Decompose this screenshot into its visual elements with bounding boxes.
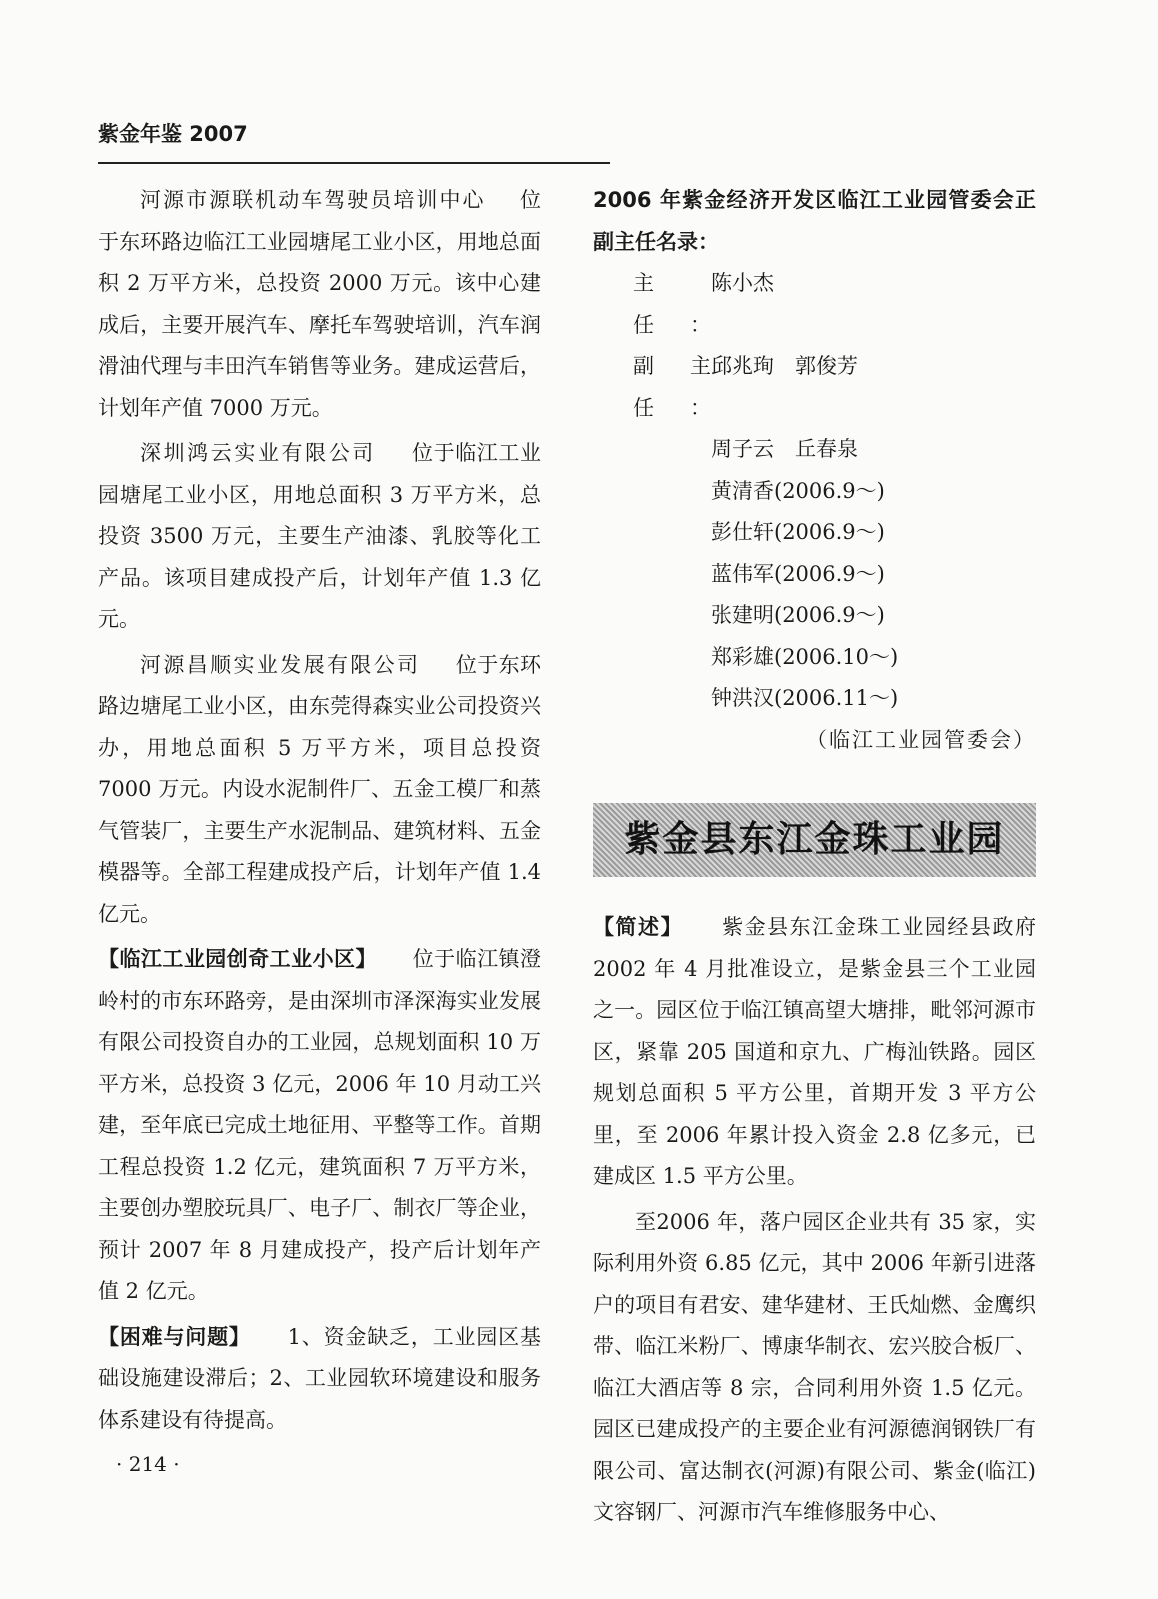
section-text: 紫金县东江金珠工业园经县政府 2002 年 4 月批准设立，是紫金县三个工业园之一。园区位于临江镇高望大塘排，毗邻河源市区，紧靠 205 国道和京九、广梅汕铁路。园区规划总面积 5 平方公里，首期开发 3 平方公里，至 2006 年累计投入资金 2.8 亿多元，已建成区 1.5 平方公里。 xyxy=(593,915,1036,1188)
roster-director xyxy=(633,263,1036,346)
entry-text: 位于东环路边临江工业园塘尾工业小区，用地总面积 2 万平方米，总投资 2000 万元。该中心建成后，主要开展汽车、摩托车驾驶培训，汽车润滑油代理与丰田汽车销售等业务。建成运营后，计划年产值 7000 万元。 xyxy=(98,188,542,420)
section-heading: 【简述】 xyxy=(593,915,684,939)
person-name: 蓝伟军(2006.9～) xyxy=(711,561,885,586)
entry-name: 深圳鸿云实业有限公司 xyxy=(140,441,376,465)
section-banner xyxy=(593,803,1036,877)
paragraph-changshun xyxy=(98,645,541,936)
right-column xyxy=(593,180,1036,1534)
person-name: 钟洪汉(2006.11～) xyxy=(711,686,899,710)
roster-title: 2006 年紫金经济开发区临江工业园管委会正副主任名录： xyxy=(593,188,1036,254)
paragraph-overview xyxy=(593,907,1036,1198)
paragraph-problems xyxy=(98,1317,541,1442)
role-label: 主 任： xyxy=(633,271,711,337)
section-heading: 【困难与问题】 xyxy=(98,1324,251,1349)
left-column xyxy=(98,180,541,1441)
person-name: 邱兆珣 郭俊芳 xyxy=(711,354,858,378)
person-name: 陈小杰 xyxy=(711,271,774,295)
section-text: 位于临江镇澄岭村的市东环路旁，是由深圳市泽深海实业发展有限公司投资自办的工业园，总规划面积 10 万平方米，总投资 3 亿元，2006 年 10 月动工兴建，至年底已完成土地征用、平整等工作。首期工程总投资 1.2 亿元，建筑面积 7 万平方米，主要创办塑胶玩具厂、电子厂、制衣厂等企业，预计 2007 年 8 月建成投产，投产后计划年产值 2 亿元。 xyxy=(98,947,542,1303)
header-title: 紫金年鉴 2007 xyxy=(98,122,248,146)
paragraph-yuanlian xyxy=(98,180,541,429)
role-label: 副主任： xyxy=(633,354,711,420)
person-name: 张建明(2006.9～) xyxy=(711,603,885,627)
person-name: 黄清香(2006.9～) xyxy=(711,478,885,503)
person-name: 周子云 丘春泉 xyxy=(711,437,858,461)
person-name: 彭仕轩(2006.9～) xyxy=(711,520,885,544)
section-text: 1、资金缺乏，工业园区基础设施建设滞后；2、工业园软环境建设和服务体系建设有待提高。 xyxy=(98,1324,541,1432)
entry-text: 位于临江工业园塘尾工业小区，用地总面积 3 万平方米，总投资 3500 万元，主要生产油漆、乳胶等化工产品。该项目建成投产后，计划年产值 1.3 亿元。 xyxy=(98,441,541,631)
entry-text: 位于东环路边塘尾工业小区，由东莞得森实业公司投资兴办，用地总面积 5 万平方米，项目总投资 7000 万元。内设水泥制件厂、五金工模厂和蒸气管装厂，主要生产水泥制品、建筑材料、五金模器等。全部工程建成投产后，计划年产值 1.4亿元。 xyxy=(98,652,541,926)
paragraph-hongyun xyxy=(98,433,541,641)
roster-deputy xyxy=(633,346,1036,429)
source-note: （临江工业园管委会） xyxy=(806,727,1036,752)
page-number: · 214 · xyxy=(116,1452,180,1476)
entry-name: 河源昌顺实业发展有限公司 xyxy=(140,652,421,677)
person-name: 郑彩雄(2006.10～) xyxy=(711,644,899,669)
paragraph-chuangqi xyxy=(98,939,541,1313)
section-title: 紫金县东江金珠工业园 xyxy=(624,819,1005,861)
section-text: 至2006 年，落户园区企业共有 35 家，实际利用外资 6.85 亿元，其中 2006 年新引进落户的项目有君安、建华建材、王氏灿燃、金鹰织带、临江米粉厂、博康华制衣、宏兴胶合板厂、临江大酒店等 8 宗，合同利用外资 1.5 亿元。园区已建成投产的主要企业有河源德润钢铁厂有限公司、富达制衣(河源)有限公司、紫金(临江)文容钢厂、河源市汽车维修服务中心、 xyxy=(593,1209,1036,1524)
entry-name: 河源市源联机动车驾驶员培训中心 xyxy=(140,188,486,212)
roster-list xyxy=(633,263,1036,720)
running-header xyxy=(98,118,610,164)
paragraph-enterprises xyxy=(593,1202,1036,1534)
section-heading: 【临江工业园创奇工业小区】 xyxy=(98,947,377,971)
